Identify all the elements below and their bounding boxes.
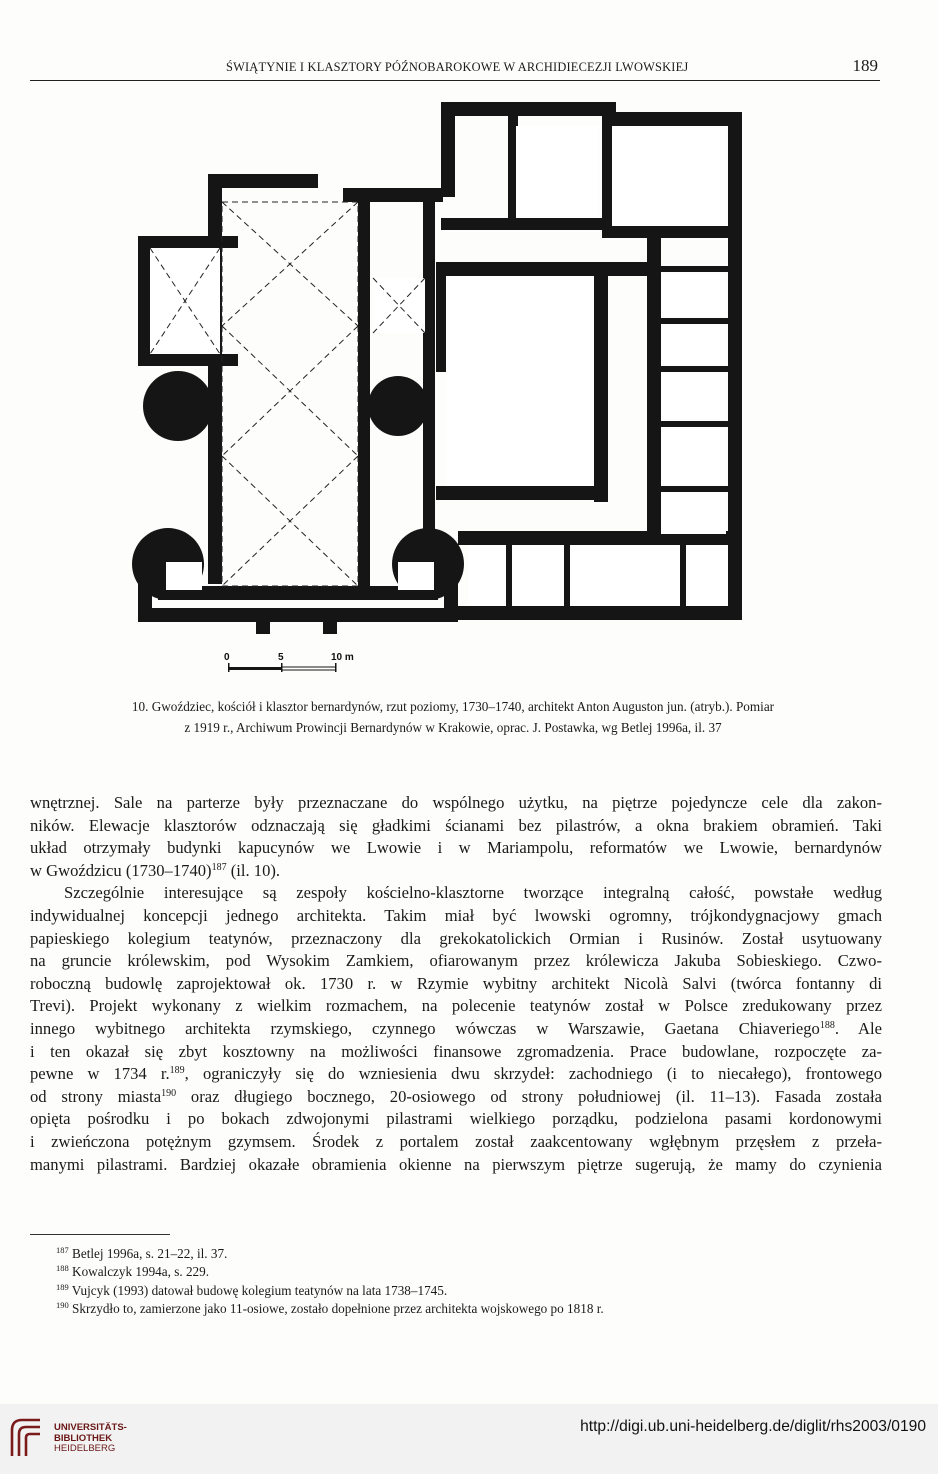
footnote-number: 188 [56, 1263, 69, 1274]
text-run: , ograniczyły się do wzniesienia dwu skrzydeł: zachodniego (i to niecałego), frontowego [184, 1064, 883, 1084]
text-line: i ten okazał się zbyt kosztowny na możliwości finansowe zgromadzenia. Prace budowlane, rozpoczęte za- [30, 1041, 882, 1061]
scale-bar [228, 663, 337, 672]
footnote-text: Skrzydło to, zamierzone jako 11-osiowe, zostało dopełnione przez architekta wojskowego po 1818 r. [68, 1300, 604, 1316]
footnote-ref-189: 189 [169, 1065, 185, 1077]
text-line [30, 860, 882, 883]
text-line [30, 1063, 882, 1086]
library-name-line: UNIVERSITÄTS- [54, 1422, 127, 1433]
library-name-line: HEIDELBERG [54, 1443, 116, 1455]
text-line: ników. Elewacje klasztorów odznaczają się gładkimi ścianami bez pilastrów, a okna brakiem obramień. Taki [30, 815, 882, 835]
scale-label-5: 5 [278, 652, 284, 663]
paragraph-2 [30, 882, 882, 1176]
scale-label-0: 0 [224, 652, 230, 663]
footnote-text: Kowalczyk 1994a, s. 229. [68, 1264, 210, 1280]
text-run: w Gwoździcu (1730–1740) [30, 860, 212, 880]
text-line: Trevi). Projekt wykonany z wielkim rozmachem, na polecenie teatynów został w Polsce zredukowany przez [30, 996, 882, 1016]
text-line [30, 1018, 882, 1041]
text-line: Szczególnie interesujące są zespoły kościelno-klasztorne tworzące integralną całość, powstałe według [64, 883, 882, 903]
text-line: papieskiego kolegium teatynów, przeznaczony dla grekokatolickich Ormian i Rusinów. Został usytuowany [30, 928, 882, 948]
footnote-separator [30, 1234, 170, 1235]
text-line: układ otrzymały budynki kapucynów we Lwowie i w Mariampolu, reformatów we Lwowie, bernardynów [30, 838, 882, 858]
figure-caption [38, 696, 868, 738]
caption-line-2: z 1919 r., Archiwum Prowincji Bernardynów w Krakowie, oprac. J. Postawka, wg Betlej 1996a, il. 37 [184, 720, 722, 735]
footnote-ref-187: 187 [211, 861, 227, 873]
text-run: (il. 10). [226, 860, 281, 880]
caption-line-1: 10. Gwoździec, kościół i klasztor bernardynów, rzut poziomy, 1730–1740, architekt Anton Auguston jun. (atryb.). Pomiar [131, 699, 775, 714]
footer-bar [0, 1404, 938, 1474]
text-run: pewne w 1734 r. [30, 1064, 170, 1084]
text-run: . Ale [834, 1018, 883, 1038]
running-head [30, 58, 880, 81]
footnote-text: Vujcyk (1993) datował budowę kolegium teatynów na lata 1738–1745. [68, 1282, 448, 1298]
text-run: innego wybitnego architekta rzymskiego, czynnego wówczas w Warszawie, Gaetana Chiaveriego [30, 1018, 820, 1038]
library-logo-icon [8, 1416, 44, 1460]
footnote-ref-190: 190 [161, 1087, 177, 1099]
text-line: i zwieńczona potężnym gzymsem. Środek z portalem został zaakcentowany wgłębnym przęsłem z przeła- [30, 1131, 882, 1151]
footnote-187 [56, 1245, 876, 1263]
footnotes [56, 1245, 876, 1318]
footnote-ref-188: 188 [819, 1019, 835, 1031]
source-url-link[interactable]: http://digi.ub.uni-heidelberg.de/diglit/rhs2003/0190 [580, 1418, 926, 1435]
text-line: opięta pośrodku i po bokach zdwojonymi pilastrami wielkiego porządku, podzielona pasami kordonowymi [30, 1109, 882, 1129]
footnote-189 [56, 1282, 876, 1300]
body-text [30, 792, 882, 1176]
library-name [54, 1423, 127, 1455]
text-line: na gruncie królewskim, pod Wysokim Zamkiem, ofiarowanym przez królewicza Jakuba Sobieskiego. Czwo- [30, 951, 882, 971]
text-run: od strony miasta [30, 1086, 162, 1106]
page-number: 189 [852, 56, 878, 75]
footnote-190 [56, 1300, 876, 1318]
footnote-number: 187 [56, 1245, 69, 1255]
paragraph-1 [30, 792, 882, 882]
text-line [30, 1086, 882, 1109]
running-title: ŚWIĄTYNIE I KLASZTORY PÓŹNOBAROKOWE W ARCHIDIECEZJI LWOWSKIEJ [226, 60, 689, 74]
text-run: oraz długiego bocznego, 20-osiowego od strony południowej (il. 11–13). Fasada została [176, 1086, 882, 1106]
floor-plan-figure [128, 96, 768, 682]
footnote-number: 190 [56, 1299, 69, 1310]
footnote-188 [56, 1263, 876, 1281]
scale-label-10m: 10 m [331, 652, 354, 663]
text-line: wnętrznej. Sale na parterze były przeznaczane do wspólnego użytku, na piętrze pojedyncze cele dla zakon- [30, 793, 882, 812]
text-line: manymi pilastrami. Bardziej okazałe obramienia okienne na pierwszym piętrze sugerują, że mamy do czynienia [30, 1154, 882, 1174]
footnote-number: 189 [56, 1281, 69, 1292]
library-name-line: BIBLIOTHEK [54, 1432, 113, 1444]
text-line: indywidualnej koncepcji jednego architekta. Takim miał być lwowski ogromny, trójkondygnacjowy gmach [30, 905, 882, 925]
footnote-text: Betlej 1996a, s. 21–22, il. 37. [68, 1246, 228, 1261]
text-line: roboczną budowlę zaprojektował ok. 1730 r. w Rzymie wybitny architekt Nicolà Salvi (twórca fontanny di [30, 973, 882, 993]
